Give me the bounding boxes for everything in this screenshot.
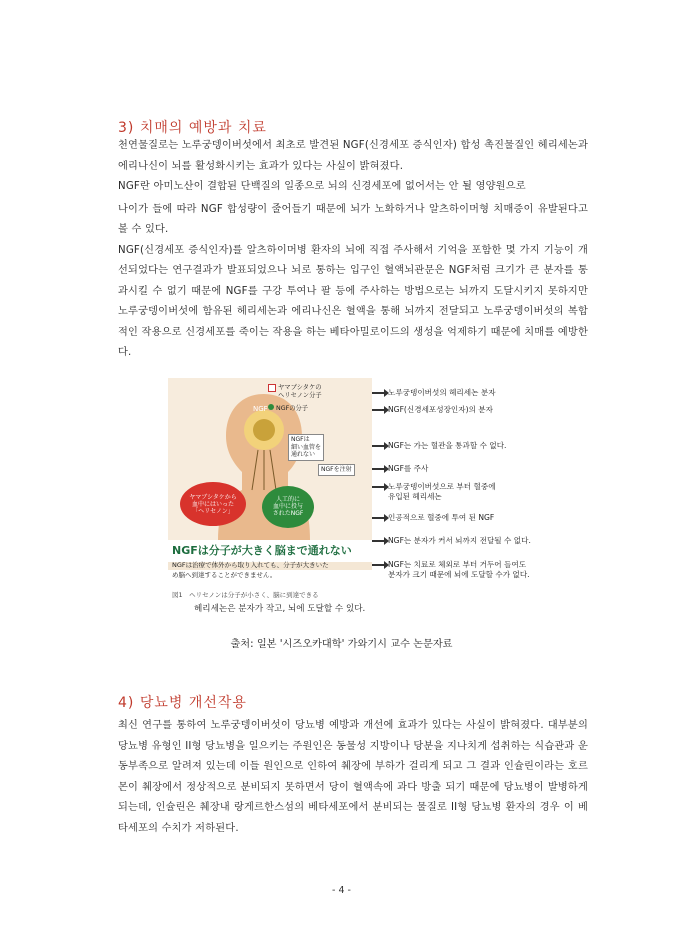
arrow-right-icon — [372, 540, 386, 542]
annotation: 노루궁뎅이버섯의 헤리세논 분자 — [372, 388, 496, 398]
figure-subcaption: 헤리세논은 분자가 작고, 뇌에 도달할 수 있다. — [194, 604, 366, 614]
ngf-bubble: 人工的に 血中に投与 されたNGF — [262, 486, 314, 528]
annotation: NGF를 주사 — [372, 464, 428, 474]
paragraph: 나이가 들에 따라 NGF 합성량이 줄어들기 때문에 뇌가 노화하거나 알츠하이머형 치매증이 유발된다고 볼 수 있다. — [118, 203, 588, 235]
jp-figure-number: 図1 ヘリセノンは分子が小さく、脳に到達できる — [172, 591, 319, 599]
arrow-right-icon — [372, 486, 386, 488]
annotation: NGF는 가는 혈관을 통과할 수 없다. — [372, 441, 506, 451]
arrow-right-icon — [372, 409, 386, 411]
paragraph: 최신 연구를 통하여 노루궁뎅이버섯이 당뇨병 예방과 개선에 효과가 있다는 사실이 밝혀졌다. 대부분의 당뇨병 유형인 II형 당뇨병을 일으키는 주원인은 동물성 지방이나 당분을 지나치게 섭취하는 식습관과 운동부족으로 알려져 있는데 이들 원인으로 인하여 췌장에 부하가 걸리게 되고 그 결과 인슐린이라는 호르몬이 췌장에서 정상적으로 분비되지 못하면서 당이 혈액속에 과다 방출 되기 때문에 당뇨병이 발병하게 되는데, 인슐린은 췌장내 랑게르한스섬의 베타세포에서 분비되는 물질로 II형 당뇨병 환자의 경우 이 베타세포의 수치가 저하된다. — [118, 720, 588, 834]
arrow-right-icon — [372, 392, 386, 394]
arrow-right-icon — [372, 468, 386, 470]
herisenone-marker-icon — [268, 384, 276, 392]
legend-ngf: NGFの分子 — [268, 404, 308, 413]
annotation: 인공적으로 혈중에 투여 된 NGF — [372, 513, 494, 523]
legend-herisenone: ヤマブシタケの ヘリセノン分子 — [268, 384, 322, 400]
herisenone-bubble: ヤマブシタケから 血中にはいった 「ヘリセノン」 — [180, 482, 246, 526]
section-3-title: 3) 치매의 예방과 치료 — [118, 120, 267, 136]
arrow-right-icon — [372, 517, 386, 519]
ngf-banner: NGFは分子が大きく脳まで通れない — [168, 540, 372, 562]
paragraph: 천연물질로는 노루궁뎅이버섯에서 최초로 발견된 NGF(신경세포 증식인자) 합성 촉진물질인 헤리세논과 에리나신이 뇌를 활성화시키는 효과가 있다는 사실이 밝혀졌다. — [118, 140, 588, 172]
page-number: - 4 - — [332, 885, 351, 896]
source-citation: 출처: 일본 '시즈오카대학' 가와기시 교수 논문자료 — [230, 639, 453, 650]
arrow-right-icon — [372, 564, 386, 566]
section-3-body — [118, 136, 588, 364]
ngf-marker-icon — [268, 404, 274, 410]
annotation: 노루궁뎅이버섯으로 부터 혈중에 유입된 헤리세논 — [372, 482, 496, 502]
section-4-body — [118, 716, 588, 839]
annotation: NGF(신경세포성장인자)의 분자 — [372, 405, 493, 415]
section-4-title: 4) 당뇨병 개선작용 — [118, 695, 247, 711]
paragraph: NGF란 아미노산이 결합된 단백질의 일종으로 뇌의 신경세포에 없어서는 안 될 영양원으로 — [118, 181, 526, 192]
brain-ngf-label: NGF — [253, 405, 268, 413]
jp-figure-caption: NGFは治療で体外から取り入れても、分子が大きいた め脳へ到達することができません。 — [172, 561, 329, 579]
jp-box-thin-vessels: NGFは 細い血管を 通れない — [288, 434, 324, 461]
paragraph: NGF(신경세포 증식인자)를 알츠하이머병 환자의 뇌에 직접 주사해서 기억을 포함한 몇 가지 기능이 개선되었다는 연구결과가 발표되었으나 뇌로 통하는 입구인 혈액뇌관문은 NGF처럼 크기가 큰 분자를 통과시킬 수 없기 때문에 NGF를 구강 투여나 팔 등에 주사하는 방법으로는 뇌까지 도달시키지 못하지만 노루궁뎅이버섯에 함유된 헤리세논과 에리나신은 혈액을 통해 뇌까지 전달되고 노루궁뎅이버섯의 복합적인 작용으로 신경세포를 죽이는 작용을 하는 베타아밀로이드의 생성을 억제하기 때문에 치매를 예방한다. — [118, 244, 588, 358]
annotation: NGF는 치료로 체외로 부터 거두어 들여도 분자가 크기 때문에 뇌에 도달할 수가 없다. — [372, 560, 530, 580]
annotation: NGF는 분자가 커서 뇌까지 전달될 수 없다. — [372, 536, 531, 546]
ngf-illustration — [168, 378, 372, 570]
jp-box-injection: NGFを注射 — [318, 464, 355, 476]
arrow-right-icon — [372, 445, 386, 447]
